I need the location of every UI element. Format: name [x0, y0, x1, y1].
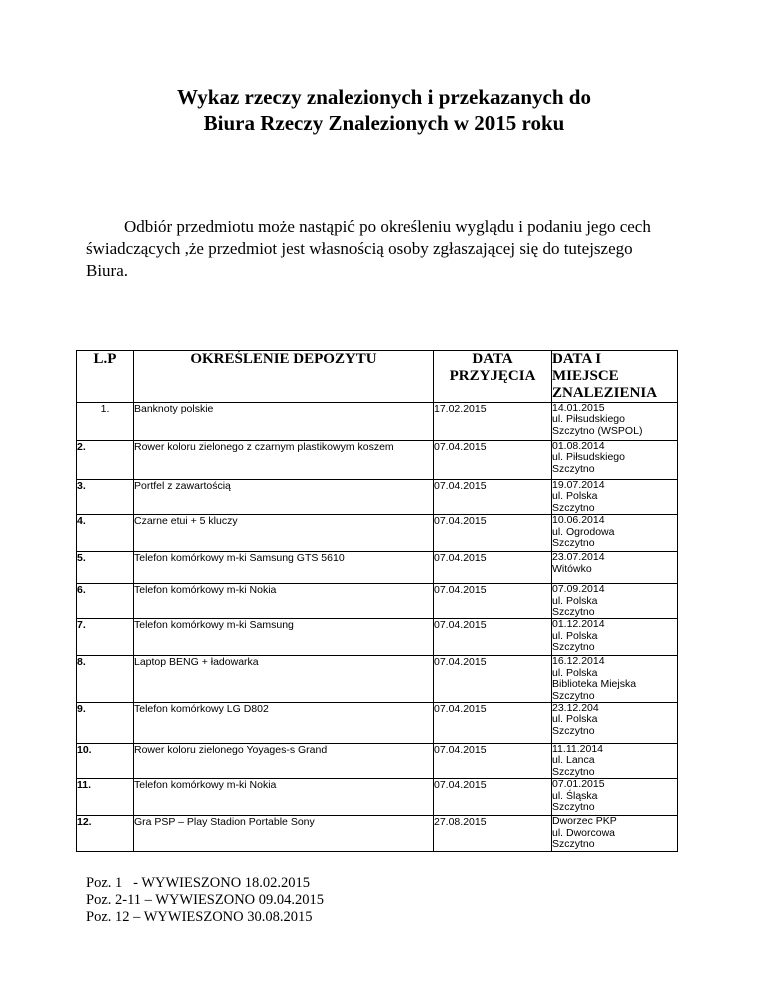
table-row	[77, 441, 678, 480]
page-title	[0, 84, 768, 136]
cell-date-received: 17.02.2015	[434, 403, 552, 441]
place-line: 14.01.2015	[552, 402, 605, 414]
place-line: ul. Polska	[552, 666, 598, 679]
cell-date-received: 07.04.2015	[434, 744, 552, 779]
cell-lp: 10.	[77, 744, 134, 779]
intro-paragraph	[86, 216, 726, 282]
cell-lp: 3.	[77, 480, 134, 515]
place-line: Szczytno	[552, 606, 595, 619]
cell-description: Gra PSP – Play Stadion Portable Sony	[134, 816, 434, 852]
header-date-received	[434, 351, 552, 403]
cell-description: Telefon komórkowy m-ki Samsung	[134, 619, 434, 656]
place-line: Szczytno	[552, 801, 595, 814]
cell-date-place-found	[552, 441, 678, 480]
place-line: Szczytno	[552, 724, 595, 737]
cell-date-place-found	[552, 703, 678, 744]
cell-description: Telefon komórkowy m-ki Samsung GTS 5610	[134, 552, 434, 584]
cell-date-received: 07.04.2015	[434, 480, 552, 515]
place-line: 19.07.2014	[552, 479, 605, 491]
table-row	[77, 552, 678, 584]
cell-date-received: 07.04.2015	[434, 441, 552, 480]
place-line: ul. Polska	[552, 594, 598, 607]
place-line: ul. Śląska	[552, 789, 598, 802]
place-line: 07.01.2015	[552, 778, 605, 791]
place-line: 11.11.2014	[552, 743, 603, 756]
cell-lp: 4.	[77, 515, 134, 552]
cell-date-received: 27.08.2015	[434, 816, 552, 852]
place-line: Szczytno	[552, 501, 595, 514]
cell-description: Banknoty polskie	[134, 403, 434, 441]
header-description: OKREŚLENIE DEPOZYTU	[134, 351, 434, 403]
cell-date-place-found	[552, 584, 678, 619]
cell-description: Telefon komórkowy m-ki Nokia	[134, 779, 434, 816]
place-line: ul. Lanca	[552, 754, 595, 767]
place-line: Szczytno	[552, 689, 595, 702]
intro-line-3: Biura.	[86, 261, 129, 280]
header-place-line-3: ZNALEZIENIA	[552, 385, 658, 401]
place-line: 23.12.204	[552, 702, 599, 715]
header-lp: L.P	[77, 351, 134, 403]
cell-lp: 5.	[77, 552, 134, 584]
cell-date-place-found	[552, 816, 678, 852]
table-row	[77, 703, 678, 744]
table-row	[77, 656, 678, 703]
table-row	[77, 584, 678, 619]
place-line: Dworzec PKP	[552, 815, 617, 828]
cell-lp: 6.	[77, 584, 134, 619]
cell-date-received: 07.04.2015	[434, 552, 552, 584]
table-row	[77, 480, 678, 515]
cell-lp: 12.	[77, 816, 134, 852]
table-row	[77, 515, 678, 552]
place-line: Szczytno (WSPOL)	[552, 424, 643, 437]
cell-date-place-found	[552, 656, 678, 703]
deposit-table	[76, 350, 678, 852]
place-line: Szczytno	[552, 838, 595, 851]
header-place-line-2: MIEJSCE	[552, 368, 619, 384]
note-line: Poz. 1 - WYWIESZONO 18.02.2015	[86, 875, 311, 891]
place-line: Szczytno	[552, 641, 595, 654]
cell-description: Telefon komórkowy m-ki Nokia	[134, 584, 434, 619]
place-line: ul. Polska	[552, 490, 598, 503]
cell-description: Czarne etui + 5 kluczy	[134, 515, 434, 552]
cell-description: Laptop BENG + ładowarka	[134, 656, 434, 703]
table-row	[77, 816, 678, 852]
cell-date-received: 07.04.2015	[434, 703, 552, 744]
table-header-row	[77, 351, 678, 403]
header-date-line-2: PRZYJĘCIA	[449, 368, 536, 384]
place-line: ul. Polska	[552, 629, 598, 642]
cell-lp: 7.	[77, 619, 134, 656]
cell-date-place-found	[552, 480, 678, 515]
place-line: ul. Dworcowa	[552, 826, 616, 839]
place-line: ul. Polska	[552, 713, 598, 726]
cell-date-received: 07.04.2015	[434, 779, 552, 816]
place-line: ul. Piłsudskiego	[552, 413, 625, 426]
cell-date-received: 07.04.2015	[434, 656, 552, 703]
table-body	[77, 403, 678, 852]
place-line: 01.12.2014	[552, 618, 605, 631]
place-line: Szczytno	[552, 462, 595, 475]
cell-date-received: 07.04.2015	[434, 619, 552, 656]
cell-date-place-found	[552, 552, 678, 584]
note-line: Poz. 2-11 – WYWIESZONO 09.04.2015	[86, 892, 325, 908]
table-row	[77, 744, 678, 779]
note-line: Poz. 12 – WYWIESZONO 30.08.2015	[86, 909, 313, 925]
place-line: Szczytno	[552, 765, 595, 778]
place-line: ul. Piłsudskiego	[552, 451, 625, 464]
table-row	[77, 403, 678, 441]
cell-lp: 1.	[77, 403, 134, 441]
cell-lp: 9.	[77, 703, 134, 744]
place-line: Biblioteka Miejska	[552, 678, 637, 691]
cell-date-received: 07.04.2015	[434, 515, 552, 552]
header-place-line-1: DATA I	[552, 351, 602, 367]
intro-line-1: Odbiór przedmiotu może nastąpić po określeniu wyglądu i podaniu jego cech	[124, 217, 651, 236]
cell-description: Rower koloru zielonego z czarnym plastikowym koszem	[134, 441, 434, 480]
title-line-1: Wykaz rzeczy znalezionych i przekazanych do	[177, 85, 591, 109]
intro-line-2: świadczących ,że przedmiot jest własnością osoby zgłaszającej się do tutejszego	[86, 239, 633, 258]
table-row	[77, 779, 678, 816]
place-line: 10.06.2014	[552, 514, 605, 527]
cell-lp: 8.	[77, 656, 134, 703]
cell-lp: 2.	[77, 441, 134, 480]
cell-date-place-found	[552, 779, 678, 816]
place-line: Szczytno	[552, 537, 595, 550]
place-line: ul. Ogrodowa	[552, 525, 615, 538]
place-line: 07.09.2014	[552, 583, 605, 596]
cell-date-place-found	[552, 515, 678, 552]
cell-description: Rower koloru zielonego Yoyages-s Grand	[134, 744, 434, 779]
cell-date-place-found	[552, 744, 678, 779]
header-date-line-1: DATA	[472, 351, 513, 367]
cell-date-place-found	[552, 619, 678, 656]
cell-description: Portfel z zawartością	[134, 480, 434, 515]
place-line: Witówko	[552, 562, 592, 575]
title-line-2: Biura Rzeczy Znalezionych w 2015 roku	[203, 111, 565, 135]
header-date-place-found	[552, 351, 678, 403]
table-row	[77, 619, 678, 656]
cell-date-place-found	[552, 403, 678, 441]
place-line: 16.12.2014	[552, 655, 605, 668]
place-line: 01.08.2014	[552, 440, 605, 452]
cell-description: Telefon komórkowy LG D802	[134, 703, 434, 744]
cell-date-received: 07.04.2015	[434, 584, 552, 619]
place-line: 23.07.2014	[552, 551, 605, 564]
posting-notes	[86, 875, 324, 926]
cell-lp: 11.	[77, 779, 134, 816]
